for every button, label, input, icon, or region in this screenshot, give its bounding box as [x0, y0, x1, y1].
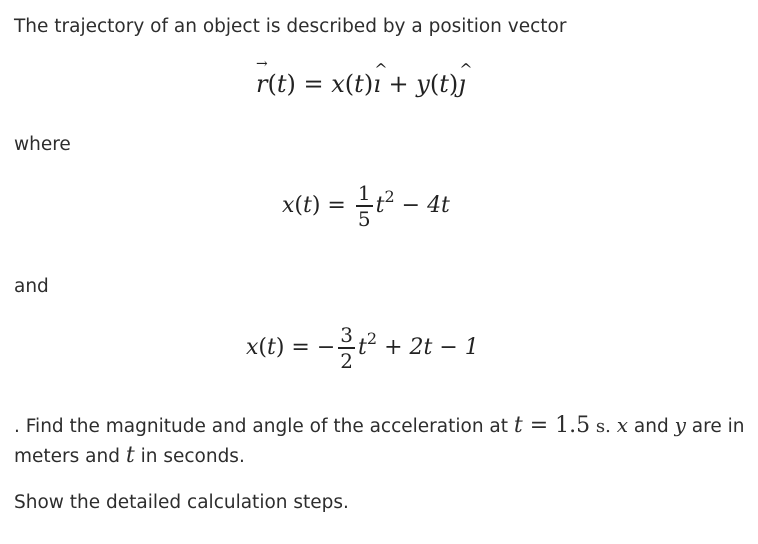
y-fraction: $\frac{3}{2}$	[340, 323, 354, 373]
y-equation: x(t) = − $\frac{3}{2}$ $t^2 + 2t - 1$	[246, 323, 479, 373]
question-line-1: . Find the magnitude and angle of the acceleration at t = 1.5 s. x and y are in	[14, 413, 745, 438]
intro-text: The trajectory of an object is described by a position vector	[14, 16, 567, 37]
and-text: and	[14, 276, 49, 297]
x-equation: x(t) = $\frac{1}{5}$ $t^2 - 4t$	[282, 181, 450, 231]
j-hat-symbol: ^ ȷ	[458, 70, 465, 98]
where-text: where	[14, 134, 71, 155]
position-vector-equation: → r(t) = x(t)^ ı + y(t)^ ȷ	[256, 70, 466, 98]
x-fraction: $\frac{1}{5}$	[357, 181, 371, 231]
question-line-2: meters and t in seconds.	[14, 443, 245, 468]
r-vector-symbol: → r	[256, 70, 267, 98]
i-hat-symbol: ^ ı	[373, 70, 381, 98]
instruction-text: Show the detailed calculation steps.	[14, 492, 349, 513]
